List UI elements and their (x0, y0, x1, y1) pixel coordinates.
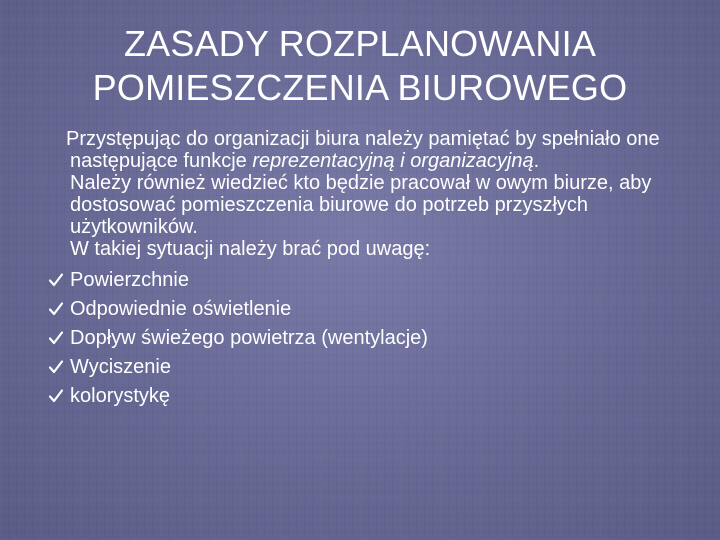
intro-text: Przystępując do organizacji biura należy pamiętać by spełniało one następujące funkcje (66, 128, 660, 172)
title-line-2: POMIESZCZENIA BIUROWEGO (92, 67, 628, 108)
title-line-1: ZASADY ROZPLANOWANIA (123, 23, 597, 64)
list-item (48, 324, 688, 353)
slide-body (48, 128, 688, 411)
intro-end: . (533, 150, 540, 172)
list-item-label: Powierzchnie (70, 269, 189, 291)
checkmark-icon (48, 301, 64, 317)
checkmark-icon (48, 330, 64, 346)
second-paragraph: Należy również wiedzieć kto będzie pracował w owym biurze, aby dostosować pomieszczenia biurowe do potrzeb przyszłych użytkowników. (70, 172, 652, 238)
intro-paragraph (48, 128, 688, 172)
intro-emphasis: reprezentacyjną i organizacyjną (252, 150, 534, 172)
third-paragraph: W takiej sytuacji należy brać pod uwagę: (70, 238, 431, 260)
list-item-label: Dopływ świeżego powietrza (wentylacje) (70, 327, 428, 349)
list-item-label: Wyciszenie (70, 356, 171, 378)
checkmark-icon (48, 272, 64, 288)
list-item (48, 266, 688, 295)
list-item-label: Odpowiednie oświetlenie (70, 298, 292, 320)
list-item-label: kolorystykę (70, 385, 171, 407)
list-item (48, 382, 688, 411)
checkmark-icon (48, 359, 64, 375)
checkmark-icon (48, 388, 64, 404)
slide-title (30, 22, 690, 110)
list-item (48, 353, 688, 382)
list-item (48, 295, 688, 324)
checklist (48, 266, 688, 411)
